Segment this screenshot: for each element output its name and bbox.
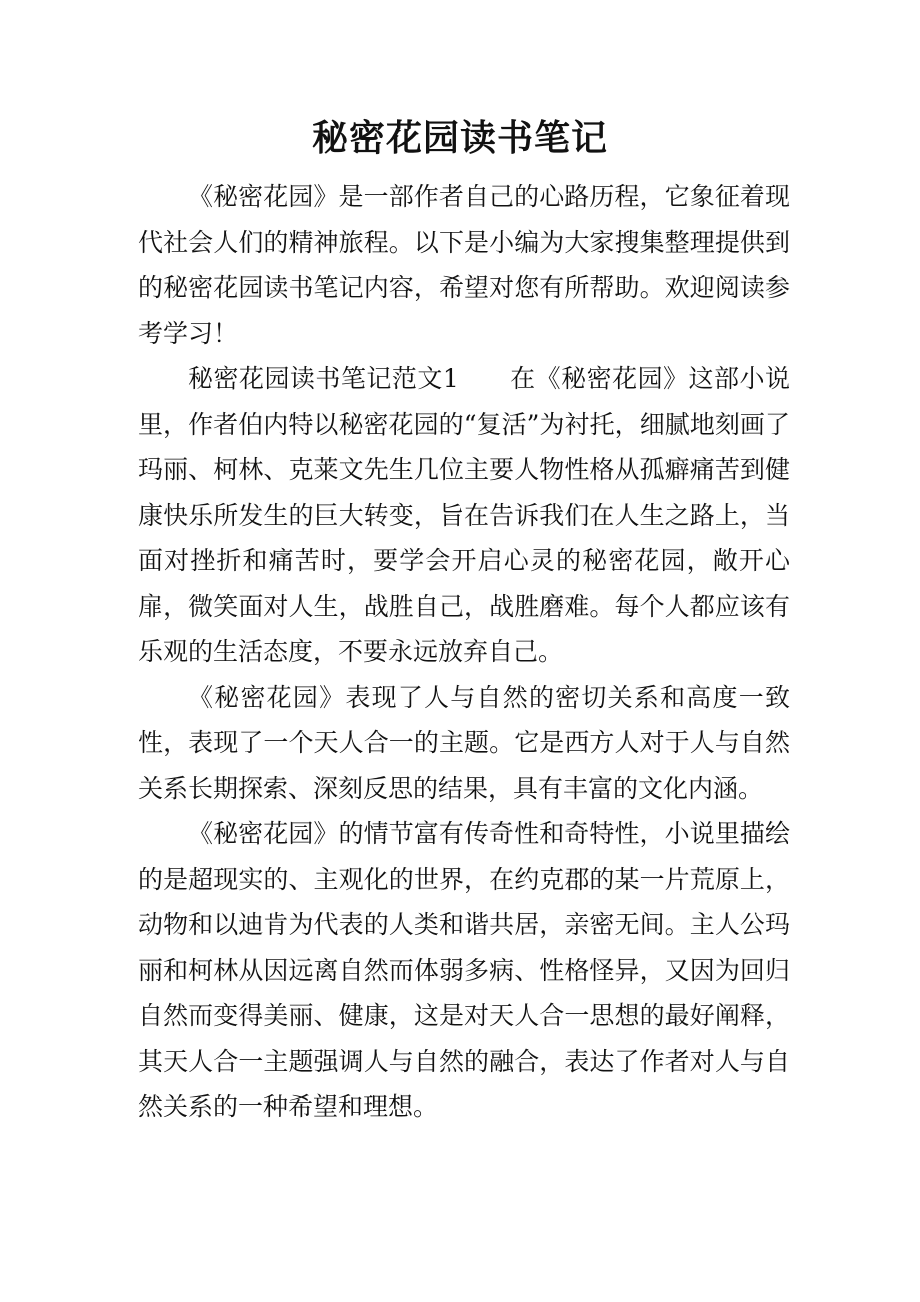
- document-body: [138, 174, 790, 1130]
- paragraph-sample-1: 秘密花园读书笔记范文1 在《秘密花园》这部小说里，作者伯内特以秘密花园的“复活”为衬托，细腻地刻画了玛丽、柯林、克莱文先生几位主要人物性格从孤癖痛苦到健康快乐所发生的巨大转变，旨在告诉我们在人生之路上，当面对挫折和痛苦时，要学会开启心灵的秘密花园，敞开心扉，微笑面对人生，战胜自己，战胜磨难。每个人都应该有乐观的生活态度，不要永远放弃自己。: [138, 364, 790, 666]
- paragraph-intro: 《秘密花园》是一部作者自己的心路历程，它象征着现代社会人们的精神旅程。以下是小编为大家搜集整理提供到的秘密花园读书笔记内容，希望对您有所帮助。欢迎阅读参考学习！: [138, 182, 790, 348]
- paragraph-nature-theme: 《秘密花园》表现了人与自然的密切关系和高度一致性，表现了一个天人合一的主题。它是西方人对于人与自然关系长期探索、深刻反思的结果，具有丰富的文化内涵。: [138, 682, 790, 803]
- paragraph-plot-analysis: 《秘密花园》的情节富有传奇性和奇特性，小说里描绘的是超现实的、主观化的世界，在约克郡的某一片荒原上，动物和以迪肯为代表的人类和谐共居，亲密无间。主人公玛丽和柯林从因远离自然而体弱多病、性格怪异，又因为回归自然而变得美丽、健康，这是对天人合一思想的最好阐释，其天人合一主题强调人与自然的融合，表达了作者对人与自然关系的一种希望和理想。: [138, 819, 790, 1121]
- document-title: 秘密花园读书笔记: [311, 117, 608, 159]
